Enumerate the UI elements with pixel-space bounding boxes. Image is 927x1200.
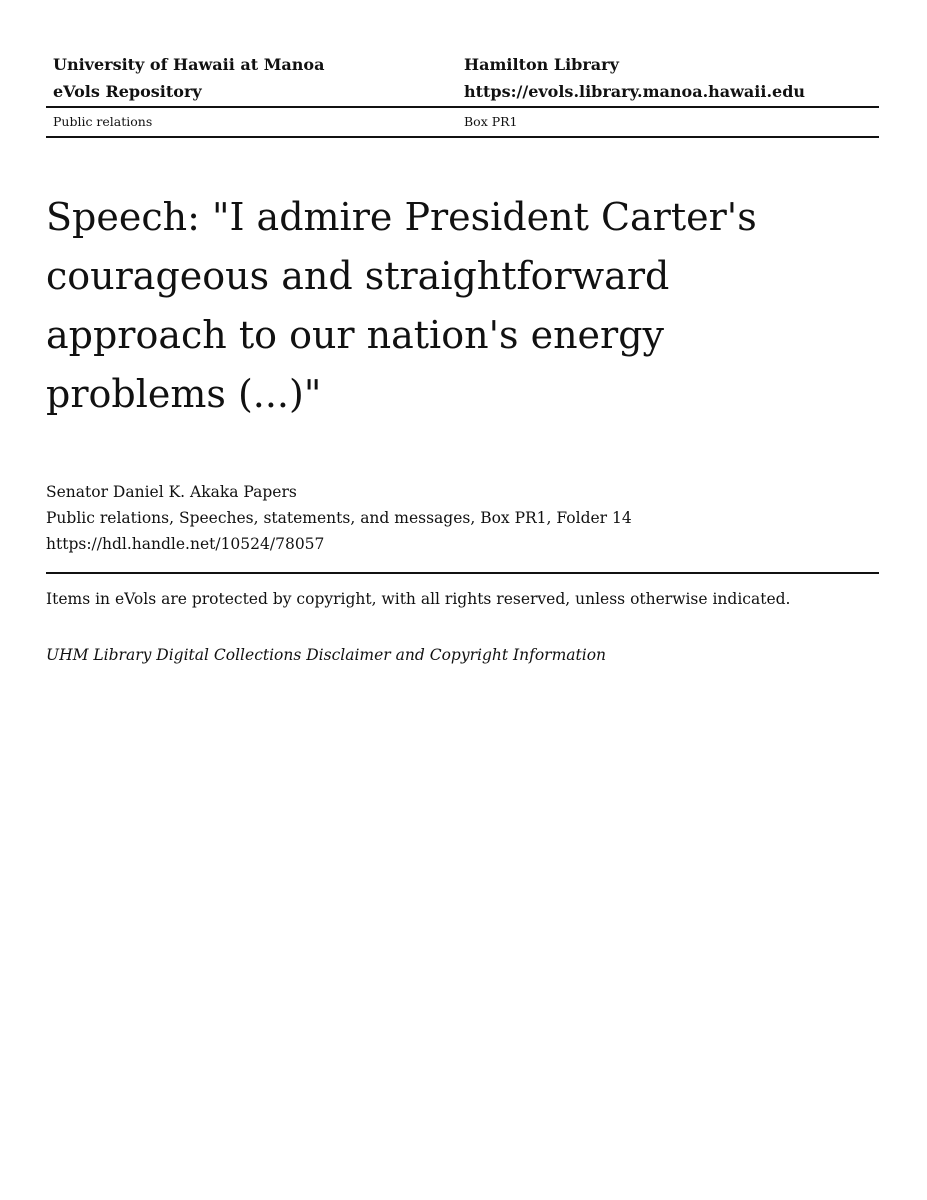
- box-label: Box PR1: [464, 114, 518, 129]
- header-row-institution: [46, 52, 879, 78]
- institution-name: University of Hawaii at Manoa: [53, 55, 325, 74]
- section-divider: [46, 572, 879, 574]
- disclaimer-link[interactable]: UHM Library Digital Collections Disclaimer and Copyright Information: [46, 646, 607, 664]
- library-name: Hamilton Library: [464, 55, 619, 74]
- collection-name: Senator Daniel K. Akaka Papers: [46, 483, 297, 501]
- header-row-repository: [46, 78, 879, 108]
- document-metadata: [46, 479, 879, 557]
- rights-statement: Items in eVols are protected by copyright, with all rights reserved, unless otherwise indicated.: [46, 590, 791, 608]
- repository-name: eVols Repository: [53, 82, 202, 101]
- handle-link[interactable]: https://hdl.handle.net/10524/78057: [46, 535, 325, 553]
- series-name: Public relations: [53, 114, 153, 129]
- document-header: [46, 52, 879, 138]
- header-row-series: [46, 108, 879, 138]
- folder-location: Public relations, Speeches, statements, and messages, Box PR1, Folder 14: [46, 509, 632, 527]
- repository-url[interactable]: https://evols.library.manoa.hawaii.edu: [464, 82, 806, 101]
- document-title: Speech: "I admire President Carter's courageous and straightforward approach to our nation's energy problems (...)": [46, 195, 757, 416]
